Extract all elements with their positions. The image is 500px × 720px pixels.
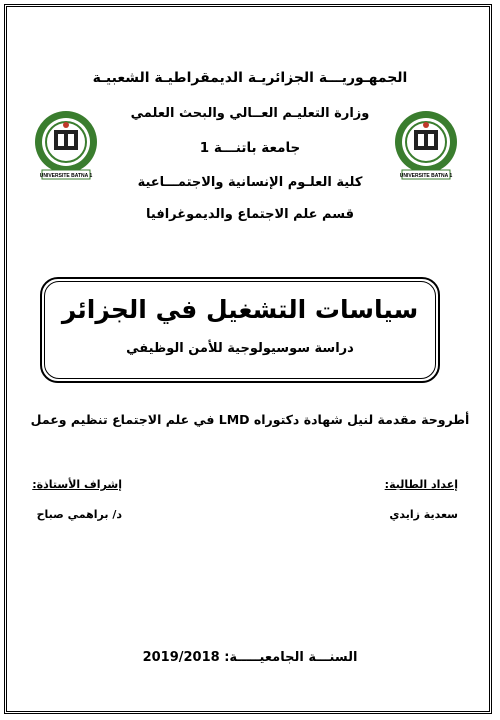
title-box	[40, 277, 440, 383]
logo-caption-right: UNIVERSITE BATNA 1	[399, 173, 453, 179]
university-line: جامعة باتنـــة 1	[199, 140, 301, 156]
supervised-by-label: إشراف الأستاذة:	[32, 478, 122, 491]
thesis-title: سياسات التشغيل في الجزائر	[61, 295, 419, 324]
supervisor-name: د/ براهمي صباح	[36, 508, 122, 521]
logo-caption-left: UNIVERSITE BATNA 1	[39, 173, 93, 179]
university-logo-left	[32, 108, 100, 184]
ministry-line: وزارة التعليـم العــالي والبحث العلمي	[130, 106, 370, 121]
prepared-by-label: إعداد الطالبة:	[384, 478, 458, 491]
student-name: سعدية زايدي	[389, 508, 458, 521]
republic-line: الجمهـوريـــة الجزائريـة الديمقراطيـة الشعبيـة	[92, 70, 408, 86]
thesis-subtitle: دراسة سوسيولوجية للأمن الوظيفي	[126, 341, 354, 356]
faculty-line: كلية العلـوم الإنسانية والاجتمـــاعية	[137, 175, 363, 190]
academic-year: السنـــة الجامعيـــــة: 2019/2018	[142, 650, 358, 665]
department-line: قسم علم الاجتماع والديموغرافيا	[146, 207, 354, 222]
thesis-statement: أطروحة مقدمة لنيل شهادة دكتوراه LMD في علم الاجتماع تنظيم وعمل	[30, 412, 470, 427]
university-logo-right	[392, 108, 460, 184]
